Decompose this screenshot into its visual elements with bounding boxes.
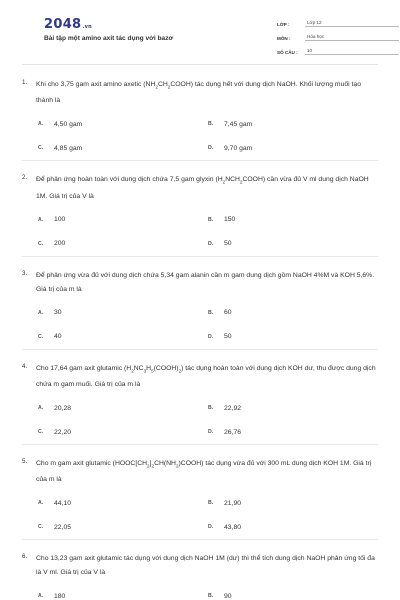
meta-value: Hóa học (305, 34, 399, 41)
option-letter: D. (208, 429, 214, 436)
worksheet-title: Bài tập một amino axit tác dụng với bazơ (44, 35, 174, 42)
answer-option[interactable] (208, 584, 378, 600)
option-value: 44,10 (54, 499, 72, 507)
meta-row-count (277, 44, 399, 55)
question-head (22, 552, 378, 580)
option-letter: C. (38, 240, 44, 247)
option-value: 50 (224, 333, 232, 341)
option-letter: D. (208, 333, 214, 340)
question-item (22, 457, 378, 540)
answer-options (22, 396, 378, 444)
answer-option[interactable] (38, 396, 208, 420)
answer-option[interactable] (38, 491, 208, 515)
answer-option[interactable] (208, 515, 378, 539)
question-number: 6. (22, 553, 28, 561)
question-head (22, 269, 378, 297)
meta-value: 10 (305, 48, 399, 55)
option-value: 43,80 (224, 523, 242, 531)
answer-option[interactable] (208, 136, 378, 160)
answer-option[interactable] (208, 325, 378, 349)
option-letter: A. (38, 309, 44, 316)
meta-label: SỐ CÂU : (277, 50, 298, 55)
option-value: 30 (54, 309, 62, 317)
option-value: 4,50 gam (54, 120, 83, 128)
option-letter: B. (208, 309, 214, 316)
meta-row-class (277, 16, 399, 27)
question-list (22, 78, 378, 600)
question-head (22, 173, 378, 203)
question-text: Cho 17,64 gam axit glutamic $(H_2NC_3H_5(COOH)_2)$ tác dụng hoàn toàn với dung dịch KOH dư, thu được dung dịch chứa m gam muối. Giá trị của m là (36, 364, 376, 389)
option-value: 50 (224, 240, 232, 248)
meta-label: MÔN : (277, 36, 291, 41)
option-value: 90 (224, 592, 232, 600)
answer-option[interactable] (38, 420, 208, 444)
meta-label: LỚP : (277, 22, 290, 27)
question-number: 5. (22, 458, 28, 466)
answer-options (22, 301, 378, 349)
header (22, 0, 378, 64)
option-value: 60 (224, 309, 232, 317)
option-value: 4,85 gam (54, 144, 83, 152)
question-number: 3. (22, 269, 28, 277)
option-value: 26,76 (224, 428, 242, 436)
option-letter: B. (208, 216, 214, 223)
meta-row-subject (277, 30, 399, 41)
answer-option[interactable] (38, 325, 208, 349)
option-letter: B. (208, 405, 214, 412)
option-value: 200 (54, 240, 66, 248)
option-value: 21,90 (224, 499, 242, 507)
answer-options (22, 112, 378, 160)
option-letter: D. (208, 524, 214, 531)
meta-value: Lớp 12 (305, 20, 399, 27)
option-value: 22,05 (54, 523, 72, 531)
answer-option[interactable] (208, 301, 378, 325)
option-letter: A. (38, 405, 44, 412)
option-value: 40 (54, 333, 62, 341)
option-value: 150 (224, 216, 236, 224)
option-letter: A. (38, 500, 44, 507)
answer-option[interactable] (38, 112, 208, 136)
option-value: 20,28 (54, 404, 72, 412)
answer-option[interactable] (38, 232, 208, 256)
meta-info (277, 16, 399, 58)
option-letter: A. (38, 121, 44, 128)
question-item (22, 173, 378, 256)
answer-options (22, 584, 378, 600)
option-letter: A. (38, 216, 44, 223)
header-divider (22, 64, 378, 65)
question-head (22, 362, 378, 392)
question-number: 2. (22, 174, 28, 182)
question-number: 4. (22, 362, 28, 370)
question-head (22, 78, 378, 108)
answer-option[interactable] (208, 491, 378, 515)
question-text: Cho m gam axit glutamic $(HOOC[CH_2]_2CH(NH_2)COOH)$ tác dụng vừa đủ với 300 mL dung dịch KOH 1M. Giá trị của m là (36, 460, 372, 484)
option-value: 9,70 gam (224, 144, 253, 152)
answer-option[interactable] (38, 515, 208, 539)
option-letter: A. (38, 593, 44, 600)
question-item (22, 552, 378, 600)
answer-options (22, 491, 378, 539)
answer-option[interactable] (38, 584, 208, 600)
option-value: 22,20 (54, 428, 72, 436)
logo-suffix: .vn (82, 24, 93, 30)
question-item (22, 362, 378, 445)
answer-option[interactable] (208, 112, 378, 136)
question-head (22, 457, 378, 487)
option-letter: B. (208, 500, 214, 507)
option-value: 100 (54, 216, 66, 224)
option-letter: B. (208, 593, 214, 600)
option-letter: C. (38, 429, 44, 436)
option-value: 7,45 gam (224, 120, 253, 128)
option-letter: B. (208, 121, 214, 128)
site-logo[interactable] (44, 17, 92, 32)
question-item (22, 78, 378, 161)
question-text: Khi cho 3,75 gam axit amino axetic $(NH_2CH_2COOH)$ tác dụng hết với dung dịch NaOH. Khối lượng muối tạo thành là (36, 81, 361, 105)
answer-options (22, 208, 378, 256)
answer-option[interactable] (208, 232, 378, 256)
answer-option[interactable] (208, 208, 378, 232)
option-value: 180 (54, 592, 66, 600)
answer-option[interactable] (38, 136, 208, 160)
question-number: 1. (22, 79, 28, 86)
option-letter: C. (38, 333, 44, 340)
option-letter: C. (38, 524, 44, 531)
logo-main: 2048 (44, 17, 82, 32)
question-item (22, 269, 378, 350)
answer-option[interactable] (208, 420, 378, 444)
question-text: Để phản ứng vừa đủ với dung dịch chứa 5,34 gam alanin cần m gam dung dịch gồm NaOH 4%M và KOH 5,6%. Giá trị của m là (36, 271, 375, 293)
answer-option[interactable] (38, 208, 208, 232)
option-letter: D. (208, 145, 214, 152)
option-letter: D. (208, 240, 214, 247)
question-text: Cho 13,23 gam axit glutamic tác dụng với dung dịch NaOH 1M (dư) thì thể tích dung dịch NaOH phản ứng tối đa là V ml. Giá trị của V là (36, 555, 375, 577)
answer-option[interactable] (208, 396, 378, 420)
option-letter: C. (38, 145, 44, 152)
question-text: Để phản ứng hoàn toàn với dung dịch chứa 7,5 gam glyxin $(H_2NCH_2COOH)$ cần vừa đủ V ml dung dịch NaOH 1M. Giá trị của V là (36, 176, 369, 200)
answer-option[interactable] (38, 301, 208, 325)
option-value: 22,92 (224, 404, 242, 412)
